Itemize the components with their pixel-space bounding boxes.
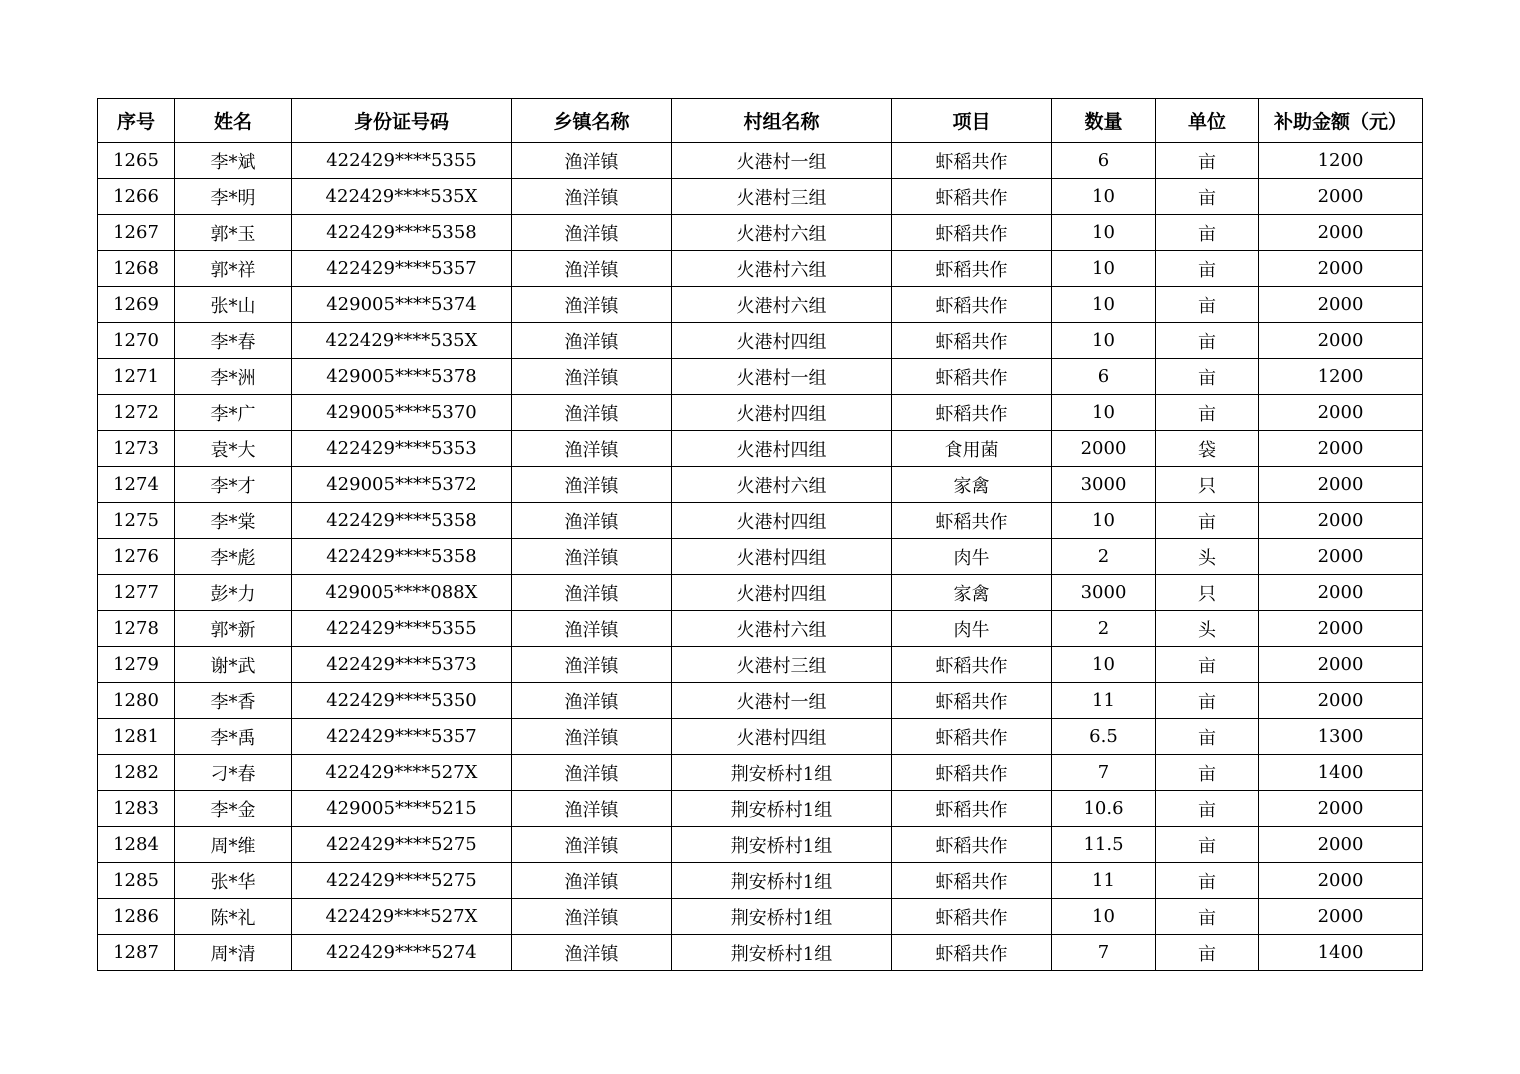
name-cell: 袁*大 <box>175 431 292 467</box>
id-number-cell: 422429****5350 <box>292 683 512 719</box>
table-row <box>98 647 1423 683</box>
id-number-cell: 422429****5358 <box>292 503 512 539</box>
village-group-cell: 火港村三组 <box>672 647 892 683</box>
township-cell: 渔洋镇 <box>512 251 672 287</box>
table-row <box>98 539 1423 575</box>
village-group-cell: 荆安桥村1组 <box>672 935 892 971</box>
project-cell: 虾稻共作 <box>892 503 1052 539</box>
project-cell: 虾稻共作 <box>892 863 1052 899</box>
header-project: 项目 <box>892 99 1052 143</box>
project-cell: 肉牛 <box>892 611 1052 647</box>
project-cell: 虾稻共作 <box>892 899 1052 935</box>
unit-cell: 亩 <box>1156 683 1259 719</box>
quantity-cell: 6 <box>1052 359 1156 395</box>
unit-cell: 亩 <box>1156 143 1259 179</box>
quantity-cell: 11 <box>1052 683 1156 719</box>
serial-no-cell: 1275 <box>98 503 175 539</box>
project-cell: 虾稻共作 <box>892 143 1052 179</box>
village-group-cell: 火港村一组 <box>672 143 892 179</box>
name-cell: 李*香 <box>175 683 292 719</box>
quantity-cell: 3000 <box>1052 575 1156 611</box>
name-cell: 张*山 <box>175 287 292 323</box>
township-cell: 渔洋镇 <box>512 899 672 935</box>
unit-cell: 亩 <box>1156 755 1259 791</box>
township-cell: 渔洋镇 <box>512 935 672 971</box>
table-row <box>98 179 1423 215</box>
id-number-cell: 422429****535X <box>292 179 512 215</box>
township-cell: 渔洋镇 <box>512 467 672 503</box>
id-number-cell: 429005****5215 <box>292 791 512 827</box>
quantity-cell: 10 <box>1052 179 1156 215</box>
subsidy-amount-cell: 2000 <box>1259 467 1423 503</box>
unit-cell: 亩 <box>1156 647 1259 683</box>
township-cell: 渔洋镇 <box>512 323 672 359</box>
name-cell: 彭*力 <box>175 575 292 611</box>
village-group-cell: 火港村六组 <box>672 215 892 251</box>
serial-no-cell: 1269 <box>98 287 175 323</box>
table-row <box>98 503 1423 539</box>
name-cell: 李*棠 <box>175 503 292 539</box>
unit-cell: 亩 <box>1156 899 1259 935</box>
village-group-cell: 荆安桥村1组 <box>672 791 892 827</box>
project-cell: 虾稻共作 <box>892 179 1052 215</box>
project-cell: 食用菌 <box>892 431 1052 467</box>
id-number-cell: 422429****5275 <box>292 827 512 863</box>
id-number-cell: 422429****5358 <box>292 215 512 251</box>
unit-cell: 亩 <box>1156 503 1259 539</box>
village-group-cell: 火港村一组 <box>672 359 892 395</box>
quantity-cell: 10.6 <box>1052 791 1156 827</box>
serial-no-cell: 1268 <box>98 251 175 287</box>
project-cell: 虾稻共作 <box>892 755 1052 791</box>
subsidy-amount-cell: 2000 <box>1259 431 1423 467</box>
subsidy-amount-cell: 2000 <box>1259 215 1423 251</box>
id-number-cell: 422429****527X <box>292 755 512 791</box>
name-cell: 周*维 <box>175 827 292 863</box>
subsidy-roster-table <box>97 98 1423 971</box>
subsidy-amount-cell: 2000 <box>1259 575 1423 611</box>
project-cell: 虾稻共作 <box>892 287 1052 323</box>
name-cell: 李*明 <box>175 179 292 215</box>
subsidy-amount-cell: 1200 <box>1259 143 1423 179</box>
quantity-cell: 2000 <box>1052 431 1156 467</box>
subsidy-amount-cell: 2000 <box>1259 863 1423 899</box>
serial-no-cell: 1273 <box>98 431 175 467</box>
village-group-cell: 荆安桥村1组 <box>672 827 892 863</box>
village-group-cell: 火港村四组 <box>672 719 892 755</box>
header-subsidy-amount: 补助金额（元） <box>1259 99 1423 143</box>
subsidy-amount-cell: 2000 <box>1259 251 1423 287</box>
township-cell: 渔洋镇 <box>512 683 672 719</box>
table-row <box>98 611 1423 647</box>
quantity-cell: 7 <box>1052 755 1156 791</box>
subsidy-amount-cell: 1400 <box>1259 935 1423 971</box>
quantity-cell: 11.5 <box>1052 827 1156 863</box>
project-cell: 虾稻共作 <box>892 395 1052 431</box>
village-group-cell: 火港村六组 <box>672 287 892 323</box>
subsidy-amount-cell: 2000 <box>1259 287 1423 323</box>
township-cell: 渔洋镇 <box>512 539 672 575</box>
serial-no-cell: 1286 <box>98 899 175 935</box>
table-row <box>98 431 1423 467</box>
subsidy-amount-cell: 2000 <box>1259 395 1423 431</box>
header-township: 乡镇名称 <box>512 99 672 143</box>
table-row <box>98 287 1423 323</box>
quantity-cell: 6.5 <box>1052 719 1156 755</box>
name-cell: 张*华 <box>175 863 292 899</box>
township-cell: 渔洋镇 <box>512 143 672 179</box>
name-cell: 郭*新 <box>175 611 292 647</box>
id-number-cell: 422429****5275 <box>292 863 512 899</box>
subsidy-amount-cell: 1200 <box>1259 359 1423 395</box>
name-cell: 郭*祥 <box>175 251 292 287</box>
id-number-cell: 422429****5373 <box>292 647 512 683</box>
village-group-cell: 火港村四组 <box>672 539 892 575</box>
village-group-cell: 火港村六组 <box>672 467 892 503</box>
project-cell: 虾稻共作 <box>892 215 1052 251</box>
quantity-cell: 10 <box>1052 215 1156 251</box>
subsidy-roster-sheet <box>97 98 1422 971</box>
table-row <box>98 395 1423 431</box>
table-row <box>98 899 1423 935</box>
township-cell: 渔洋镇 <box>512 647 672 683</box>
project-cell: 虾稻共作 <box>892 791 1052 827</box>
quantity-cell: 2 <box>1052 611 1156 647</box>
subsidy-amount-cell: 2000 <box>1259 179 1423 215</box>
serial-no-cell: 1267 <box>98 215 175 251</box>
unit-cell: 亩 <box>1156 287 1259 323</box>
unit-cell: 亩 <box>1156 323 1259 359</box>
unit-cell: 亩 <box>1156 359 1259 395</box>
project-cell: 虾稻共作 <box>892 719 1052 755</box>
subsidy-amount-cell: 2000 <box>1259 827 1423 863</box>
township-cell: 渔洋镇 <box>512 863 672 899</box>
serial-no-cell: 1278 <box>98 611 175 647</box>
village-group-cell: 火港村四组 <box>672 323 892 359</box>
unit-cell: 亩 <box>1156 179 1259 215</box>
project-cell: 虾稻共作 <box>892 683 1052 719</box>
quantity-cell: 2 <box>1052 539 1156 575</box>
project-cell: 虾稻共作 <box>892 359 1052 395</box>
subsidy-amount-cell: 1300 <box>1259 719 1423 755</box>
table-header-row <box>98 99 1423 143</box>
name-cell: 陈*礼 <box>175 899 292 935</box>
unit-cell: 亩 <box>1156 827 1259 863</box>
serial-no-cell: 1280 <box>98 683 175 719</box>
subsidy-amount-cell: 1400 <box>1259 755 1423 791</box>
village-group-cell: 火港村一组 <box>672 683 892 719</box>
name-cell: 刁*春 <box>175 755 292 791</box>
serial-no-cell: 1271 <box>98 359 175 395</box>
project-cell: 家禽 <box>892 575 1052 611</box>
id-number-cell: 422429****5355 <box>292 611 512 647</box>
table-body <box>98 143 1423 971</box>
subsidy-amount-cell: 2000 <box>1259 539 1423 575</box>
project-cell: 虾稻共作 <box>892 647 1052 683</box>
id-number-cell: 422429****527X <box>292 899 512 935</box>
village-group-cell: 火港村六组 <box>672 611 892 647</box>
project-cell: 虾稻共作 <box>892 323 1052 359</box>
header-serial-no: 序号 <box>98 99 175 143</box>
serial-no-cell: 1285 <box>98 863 175 899</box>
unit-cell: 亩 <box>1156 719 1259 755</box>
village-group-cell: 荆安桥村1组 <box>672 863 892 899</box>
table-row <box>98 755 1423 791</box>
header-id-number: 身份证号码 <box>292 99 512 143</box>
township-cell: 渔洋镇 <box>512 719 672 755</box>
serial-no-cell: 1284 <box>98 827 175 863</box>
table-row <box>98 215 1423 251</box>
village-group-cell: 荆安桥村1组 <box>672 755 892 791</box>
quantity-cell: 10 <box>1052 323 1156 359</box>
township-cell: 渔洋镇 <box>512 359 672 395</box>
name-cell: 李*广 <box>175 395 292 431</box>
id-number-cell: 429005****5374 <box>292 287 512 323</box>
subsidy-amount-cell: 2000 <box>1259 791 1423 827</box>
id-number-cell: 422429****5353 <box>292 431 512 467</box>
serial-no-cell: 1270 <box>98 323 175 359</box>
serial-no-cell: 1279 <box>98 647 175 683</box>
table-row <box>98 791 1423 827</box>
table-row <box>98 467 1423 503</box>
table-row <box>98 323 1423 359</box>
serial-no-cell: 1277 <box>98 575 175 611</box>
serial-no-cell: 1272 <box>98 395 175 431</box>
township-cell: 渔洋镇 <box>512 755 672 791</box>
header-village-group: 村组名称 <box>672 99 892 143</box>
unit-cell: 只 <box>1156 575 1259 611</box>
id-number-cell: 429005****088X <box>292 575 512 611</box>
serial-no-cell: 1287 <box>98 935 175 971</box>
subsidy-amount-cell: 2000 <box>1259 503 1423 539</box>
township-cell: 渔洋镇 <box>512 215 672 251</box>
id-number-cell: 429005****5370 <box>292 395 512 431</box>
township-cell: 渔洋镇 <box>512 575 672 611</box>
name-cell: 李*彪 <box>175 539 292 575</box>
village-group-cell: 荆安桥村1组 <box>672 899 892 935</box>
township-cell: 渔洋镇 <box>512 287 672 323</box>
quantity-cell: 7 <box>1052 935 1156 971</box>
table-row <box>98 575 1423 611</box>
id-number-cell: 422429****5358 <box>292 539 512 575</box>
header-unit: 单位 <box>1156 99 1259 143</box>
id-number-cell: 422429****5274 <box>292 935 512 971</box>
quantity-cell: 10 <box>1052 287 1156 323</box>
name-cell: 周*清 <box>175 935 292 971</box>
header-quantity: 数量 <box>1052 99 1156 143</box>
subsidy-amount-cell: 2000 <box>1259 647 1423 683</box>
header-name: 姓名 <box>175 99 292 143</box>
township-cell: 渔洋镇 <box>512 611 672 647</box>
name-cell: 李*才 <box>175 467 292 503</box>
unit-cell: 亩 <box>1156 863 1259 899</box>
quantity-cell: 3000 <box>1052 467 1156 503</box>
name-cell: 李*春 <box>175 323 292 359</box>
subsidy-amount-cell: 2000 <box>1259 683 1423 719</box>
table-row <box>98 359 1423 395</box>
name-cell: 李*洲 <box>175 359 292 395</box>
quantity-cell: 10 <box>1052 395 1156 431</box>
project-cell: 虾稻共作 <box>892 251 1052 287</box>
table-row <box>98 143 1423 179</box>
name-cell: 李*斌 <box>175 143 292 179</box>
village-group-cell: 火港村四组 <box>672 503 892 539</box>
table-row <box>98 719 1423 755</box>
table-row <box>98 251 1423 287</box>
project-cell: 虾稻共作 <box>892 935 1052 971</box>
unit-cell: 袋 <box>1156 431 1259 467</box>
serial-no-cell: 1274 <box>98 467 175 503</box>
unit-cell: 亩 <box>1156 395 1259 431</box>
name-cell: 谢*武 <box>175 647 292 683</box>
project-cell: 虾稻共作 <box>892 827 1052 863</box>
id-number-cell: 429005****5378 <box>292 359 512 395</box>
village-group-cell: 火港村四组 <box>672 431 892 467</box>
village-group-cell: 火港村四组 <box>672 395 892 431</box>
id-number-cell: 429005****5372 <box>292 467 512 503</box>
table-row <box>98 683 1423 719</box>
township-cell: 渔洋镇 <box>512 179 672 215</box>
table-row <box>98 863 1423 899</box>
township-cell: 渔洋镇 <box>512 431 672 467</box>
village-group-cell: 火港村四组 <box>672 575 892 611</box>
project-cell: 肉牛 <box>892 539 1052 575</box>
subsidy-amount-cell: 2000 <box>1259 899 1423 935</box>
quantity-cell: 10 <box>1052 251 1156 287</box>
serial-no-cell: 1266 <box>98 179 175 215</box>
unit-cell: 亩 <box>1156 935 1259 971</box>
subsidy-amount-cell: 2000 <box>1259 323 1423 359</box>
quantity-cell: 10 <box>1052 899 1156 935</box>
serial-no-cell: 1283 <box>98 791 175 827</box>
quantity-cell: 6 <box>1052 143 1156 179</box>
id-number-cell: 422429****5355 <box>292 143 512 179</box>
id-number-cell: 422429****5357 <box>292 251 512 287</box>
unit-cell: 亩 <box>1156 791 1259 827</box>
serial-no-cell: 1276 <box>98 539 175 575</box>
township-cell: 渔洋镇 <box>512 791 672 827</box>
unit-cell: 只 <box>1156 467 1259 503</box>
unit-cell: 头 <box>1156 611 1259 647</box>
serial-no-cell: 1281 <box>98 719 175 755</box>
subsidy-amount-cell: 2000 <box>1259 611 1423 647</box>
village-group-cell: 火港村六组 <box>672 251 892 287</box>
project-cell: 家禽 <box>892 467 1052 503</box>
name-cell: 郭*玉 <box>175 215 292 251</box>
village-group-cell: 火港村三组 <box>672 179 892 215</box>
township-cell: 渔洋镇 <box>512 395 672 431</box>
table-row <box>98 827 1423 863</box>
unit-cell: 亩 <box>1156 251 1259 287</box>
quantity-cell: 11 <box>1052 863 1156 899</box>
id-number-cell: 422429****535X <box>292 323 512 359</box>
name-cell: 李*金 <box>175 791 292 827</box>
table-row <box>98 935 1423 971</box>
township-cell: 渔洋镇 <box>512 827 672 863</box>
serial-no-cell: 1282 <box>98 755 175 791</box>
unit-cell: 头 <box>1156 539 1259 575</box>
unit-cell: 亩 <box>1156 215 1259 251</box>
quantity-cell: 10 <box>1052 647 1156 683</box>
township-cell: 渔洋镇 <box>512 503 672 539</box>
quantity-cell: 10 <box>1052 503 1156 539</box>
serial-no-cell: 1265 <box>98 143 175 179</box>
name-cell: 李*禹 <box>175 719 292 755</box>
id-number-cell: 422429****5357 <box>292 719 512 755</box>
